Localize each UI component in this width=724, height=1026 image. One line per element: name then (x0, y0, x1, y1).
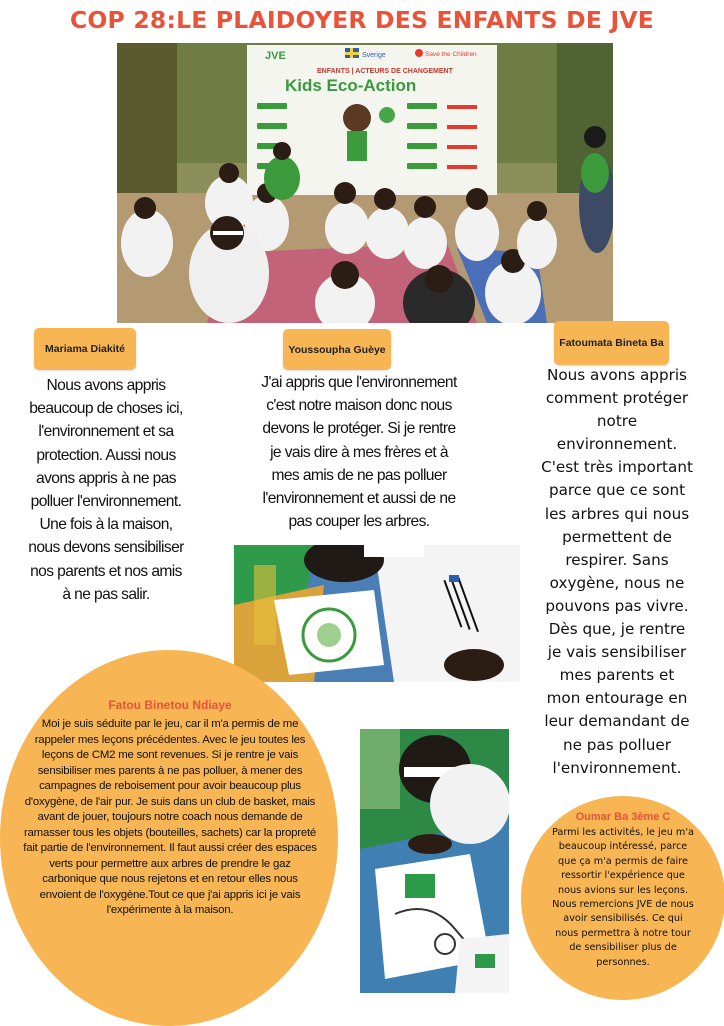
text-line: rappeler mes leçons précédentes. Avec le jeu toutes les (34, 733, 306, 746)
text-line: l'environnement. (552, 758, 682, 777)
testimonial-mariama (16, 374, 196, 606)
text-line: l'environnement et sa (38, 423, 174, 441)
testimonial-oumar (521, 826, 724, 970)
text-line: que ça m'a permis de faire (558, 855, 688, 867)
text-line: ne pas polluer (562, 735, 672, 754)
text-line: nos parents et nos amis (30, 562, 182, 580)
name-youssoupha: Youssoupha Guèye (288, 343, 386, 356)
text-line: avoir sensibilisés. Ce qui (563, 913, 683, 925)
text-line: permettent de (562, 527, 672, 546)
text-line: envoient de l'oxygène.Tout ce que j'ai appris ici je vais (39, 888, 301, 901)
text-line: Nous avons appris (547, 366, 687, 384)
text-line: protection. Aussi nous (36, 446, 176, 464)
text-line: je vais sensibiliser (547, 643, 687, 662)
text-line: parce que ce sont (548, 481, 686, 500)
text-line: notre (596, 412, 638, 431)
text-line: les arbres qui nous (544, 504, 690, 523)
name-fatou: Fatou Binetou Ndiaye (108, 698, 232, 712)
text-line: pas couper les arbres. (288, 513, 430, 531)
text-line: Dès que, je rentre (548, 620, 686, 639)
testimonial-fatoumata (512, 364, 722, 780)
name-tag-fatoumata (554, 321, 669, 365)
name-fatoumata: Fatoumata Bineta Ba (559, 337, 664, 349)
text-line: c'est notre maison donc nous (266, 397, 452, 415)
text-line: fait partie de l'environnement. Il faut aussi créer des espaces (23, 842, 317, 854)
text-line: Nous avons appris (46, 377, 166, 394)
text-line: l'expérimente à la maison. (106, 904, 234, 916)
main-group-photo (117, 43, 613, 323)
text-line: mes parents et (559, 666, 675, 685)
text-line: verts pour permettre aux arbres de prendre le gaz (49, 857, 291, 870)
text-line: mon entourage en (546, 689, 688, 708)
text-line: avons appris à ne pas (36, 469, 176, 487)
text-line: nous permettra à notre tour (555, 927, 691, 939)
text-line: beaucoup de choses ici, (29, 400, 183, 418)
text-line: oxygène, nous ne (549, 573, 685, 592)
text-line: environnement. (556, 435, 678, 454)
text-line: Une fois à la maison, (39, 516, 173, 534)
banner-heading-main: Kids Eco-Action (285, 76, 417, 95)
text-line: carbonique que nous rejetons et en retour elles nous (42, 873, 298, 885)
coloring-photo (234, 545, 520, 682)
text-line: Parmi les activités, le jeu m'a (552, 827, 694, 838)
text-line: l'environnement et aussi de ne (262, 490, 456, 508)
text-line: à ne pas salir. (62, 585, 150, 603)
text-line: polluer l'environnement. (30, 493, 182, 511)
text-line: personnes. (596, 956, 650, 968)
drawing-photo (360, 729, 509, 993)
text-line: respirer. Sans (565, 550, 669, 569)
banner-jve-logo: JVE (265, 50, 286, 62)
testimonial-fatou (0, 717, 340, 919)
text-line: ressortir l'expérience que (561, 870, 685, 882)
text-line: beaucoup intéressé, parce (558, 841, 688, 853)
name-oumar: Oumar Ba 3ème C (575, 811, 671, 823)
text-line: leçons de CM2 me sont revenues. Si je rentre je vais (41, 749, 299, 761)
text-line: Moi je suis séduite par le jeu, car il m'a permis de me (41, 718, 299, 730)
text-line: C'est très important (541, 458, 693, 477)
text-line: comment protéger (545, 389, 689, 408)
testimonial-youssoupha (240, 371, 478, 533)
text-line: de sensibiliser plus de (569, 942, 677, 954)
text-line: d'oxygène, de l'air pur. Je suis dans un club de basket, mais (24, 795, 316, 808)
text-line: campagnes de reboisement pour avoir beaucoup plus (39, 780, 301, 792)
name-tag-youssoupha (283, 329, 391, 370)
text-line: nous devons sensibiliser (28, 539, 184, 557)
text-line: sensibiliser mes parents à ne pas polluer, à mener des (37, 764, 303, 777)
text-line: pouvons pas vivre. (545, 596, 689, 615)
text-line: devons le protéger. Si je rentre (262, 420, 456, 438)
name-mariama: Mariama Diakité (45, 343, 125, 355)
text-line: Nous remercions JVE de nous (552, 899, 694, 911)
name-tag-mariama (34, 328, 136, 370)
page-title: COP 28:LE PLAIDOYER DES ENFANTS DE JVE (69, 6, 655, 34)
text-line: je vais dire à mes frères et à (270, 443, 448, 461)
text-line: J'ai appris que l'environnement (261, 374, 457, 391)
text-line: leur demandant de (544, 712, 690, 731)
banner-save-children-logo: Save the Children (425, 51, 477, 58)
text-line: ramasser tous les objets (bouteilles, sachets) car la propreté (23, 826, 317, 839)
banner-sverige-logo: Sverige (362, 52, 386, 59)
text-line: avant de jouer, toujours notre coach nous demande de (37, 811, 303, 823)
text-line: mes amis de ne pas polluer (271, 466, 447, 484)
banner-heading-top: ENFANTS | ACTEURS DE CHANGEMENT (317, 68, 453, 75)
text-line: nous avions sur les leçons. (557, 884, 689, 896)
